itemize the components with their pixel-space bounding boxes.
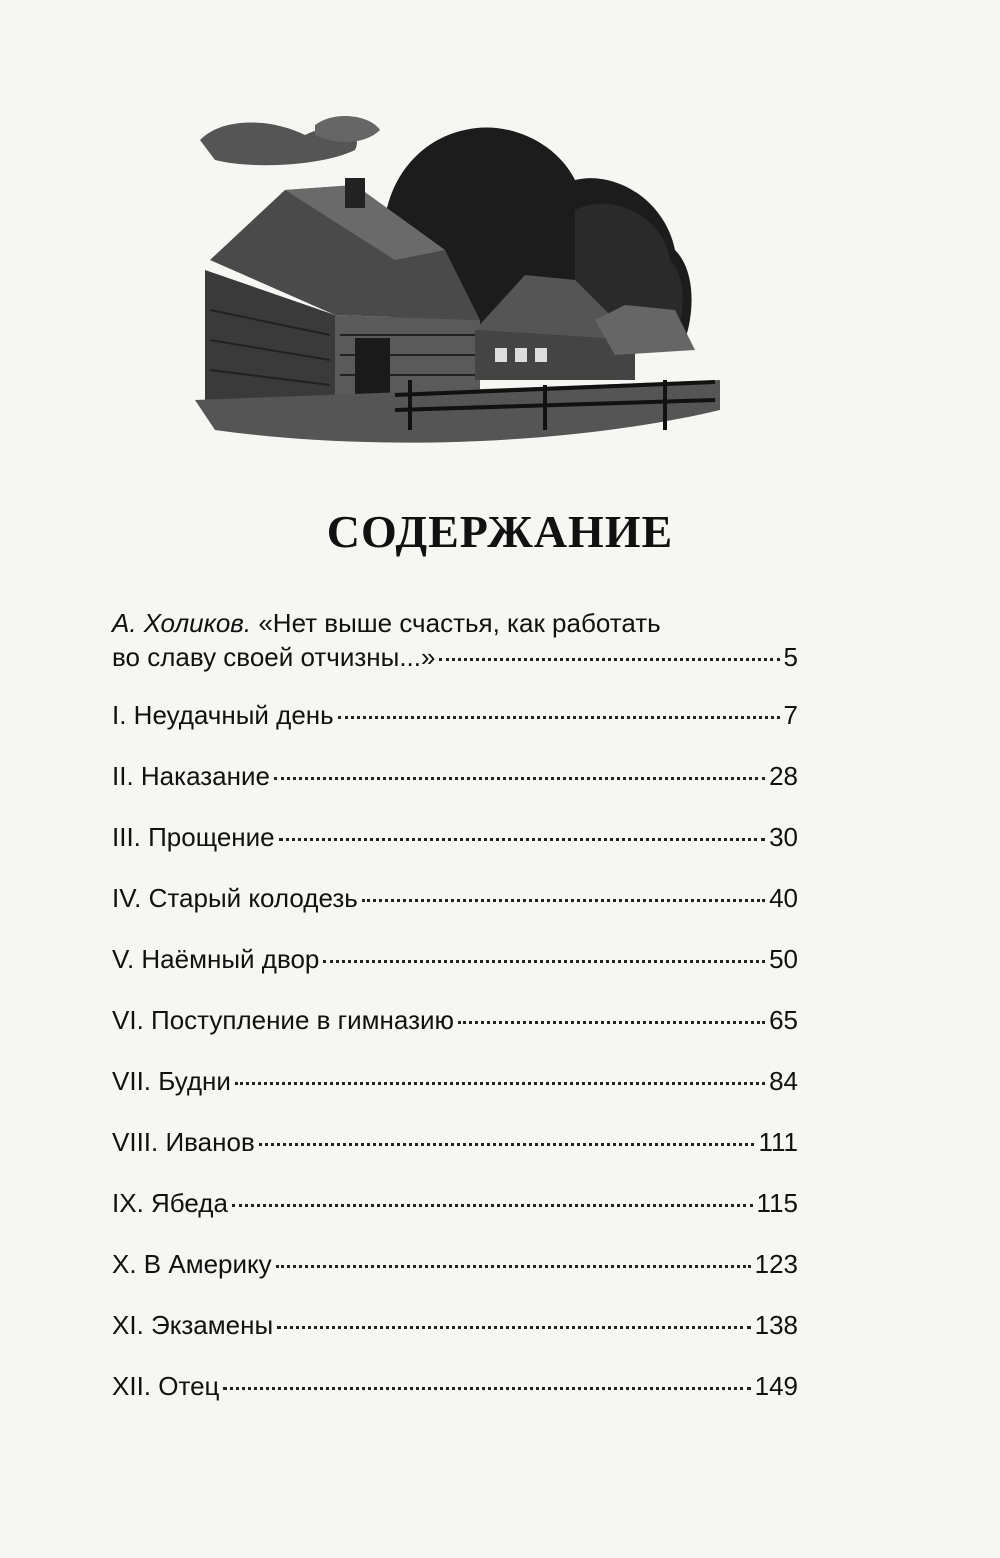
leader-dots — [458, 1021, 765, 1024]
leader-dots — [277, 1326, 750, 1329]
intro-entry — [112, 606, 798, 674]
chapter-page: 111 — [758, 1127, 798, 1157]
chapter-label: X. В Америку — [112, 1249, 272, 1279]
chapter-page: 28 — [769, 761, 798, 791]
chapter-entry — [112, 1064, 798, 1098]
chapter-page: 40 — [769, 883, 798, 913]
chapter-page: 50 — [769, 944, 798, 974]
leader-dots — [276, 1265, 751, 1268]
chapter-label: V. Наёмный двор — [112, 944, 320, 974]
leader-dots — [323, 960, 765, 963]
leader-dots — [279, 838, 765, 841]
chapter-entry — [112, 759, 798, 793]
chapter-label: IX. Ябеда — [112, 1188, 228, 1218]
chapter-entry — [112, 881, 798, 915]
chapter-entry — [112, 698, 798, 732]
intro-line-1 — [112, 606, 798, 640]
leader-dots — [362, 899, 765, 902]
leader-dots — [439, 658, 779, 661]
leader-dots — [223, 1387, 750, 1390]
chapter-label: VI. Поступление в гимназию — [112, 1005, 455, 1035]
intro-title-part2: во славу своей отчизны...» — [112, 642, 436, 672]
intro-page: 5 — [783, 642, 798, 672]
chapter-label: I. Неудачный день — [112, 700, 334, 730]
chapter-entry — [112, 820, 798, 854]
chapter-label: II. Наказание — [112, 761, 270, 791]
chapter-label: XI. Экзамены — [112, 1310, 274, 1340]
chapter-page: 123 — [754, 1249, 798, 1279]
chapter-label: VII. Будни — [112, 1066, 231, 1096]
chapter-label: XII. Отец — [112, 1371, 220, 1401]
chapter-label: VIII. Иванов — [112, 1127, 255, 1157]
chapter-label: IV. Старый колодезь — [112, 883, 358, 913]
intro-title-part1: «Нет выше счастья, как работать — [258, 608, 661, 638]
chapter-page: 7 — [783, 700, 798, 730]
chapter-page: 138 — [754, 1310, 798, 1340]
leader-dots — [274, 777, 765, 780]
leader-dots — [259, 1143, 755, 1146]
chapter-page: 84 — [769, 1066, 798, 1096]
chapter-page: 30 — [769, 822, 798, 852]
leader-dots — [235, 1082, 765, 1085]
leader-dots — [232, 1204, 753, 1207]
chapter-entry — [112, 1125, 798, 1159]
chapter-entry — [112, 1003, 798, 1037]
chapter-entry — [112, 1186, 798, 1220]
chapter-entry — [112, 1308, 798, 1342]
intro-author: А. Холиков. — [112, 608, 252, 638]
leader-dots — [338, 716, 780, 719]
table-of-contents — [112, 606, 798, 1401]
chapter-page: 115 — [756, 1188, 798, 1218]
page-title: СОДЕРЖАНИЕ — [326, 506, 674, 557]
village-illustration — [195, 110, 720, 455]
chapter-page: 149 — [754, 1371, 798, 1401]
chapter-entry — [112, 1247, 798, 1281]
chapter-entry — [112, 1369, 798, 1403]
chapter-entry — [112, 942, 798, 976]
village-houses-icon — [195, 110, 720, 455]
chapter-page: 65 — [769, 1005, 798, 1035]
chapter-label: III. Прощение — [112, 822, 275, 852]
intro-line-2 — [112, 640, 798, 674]
